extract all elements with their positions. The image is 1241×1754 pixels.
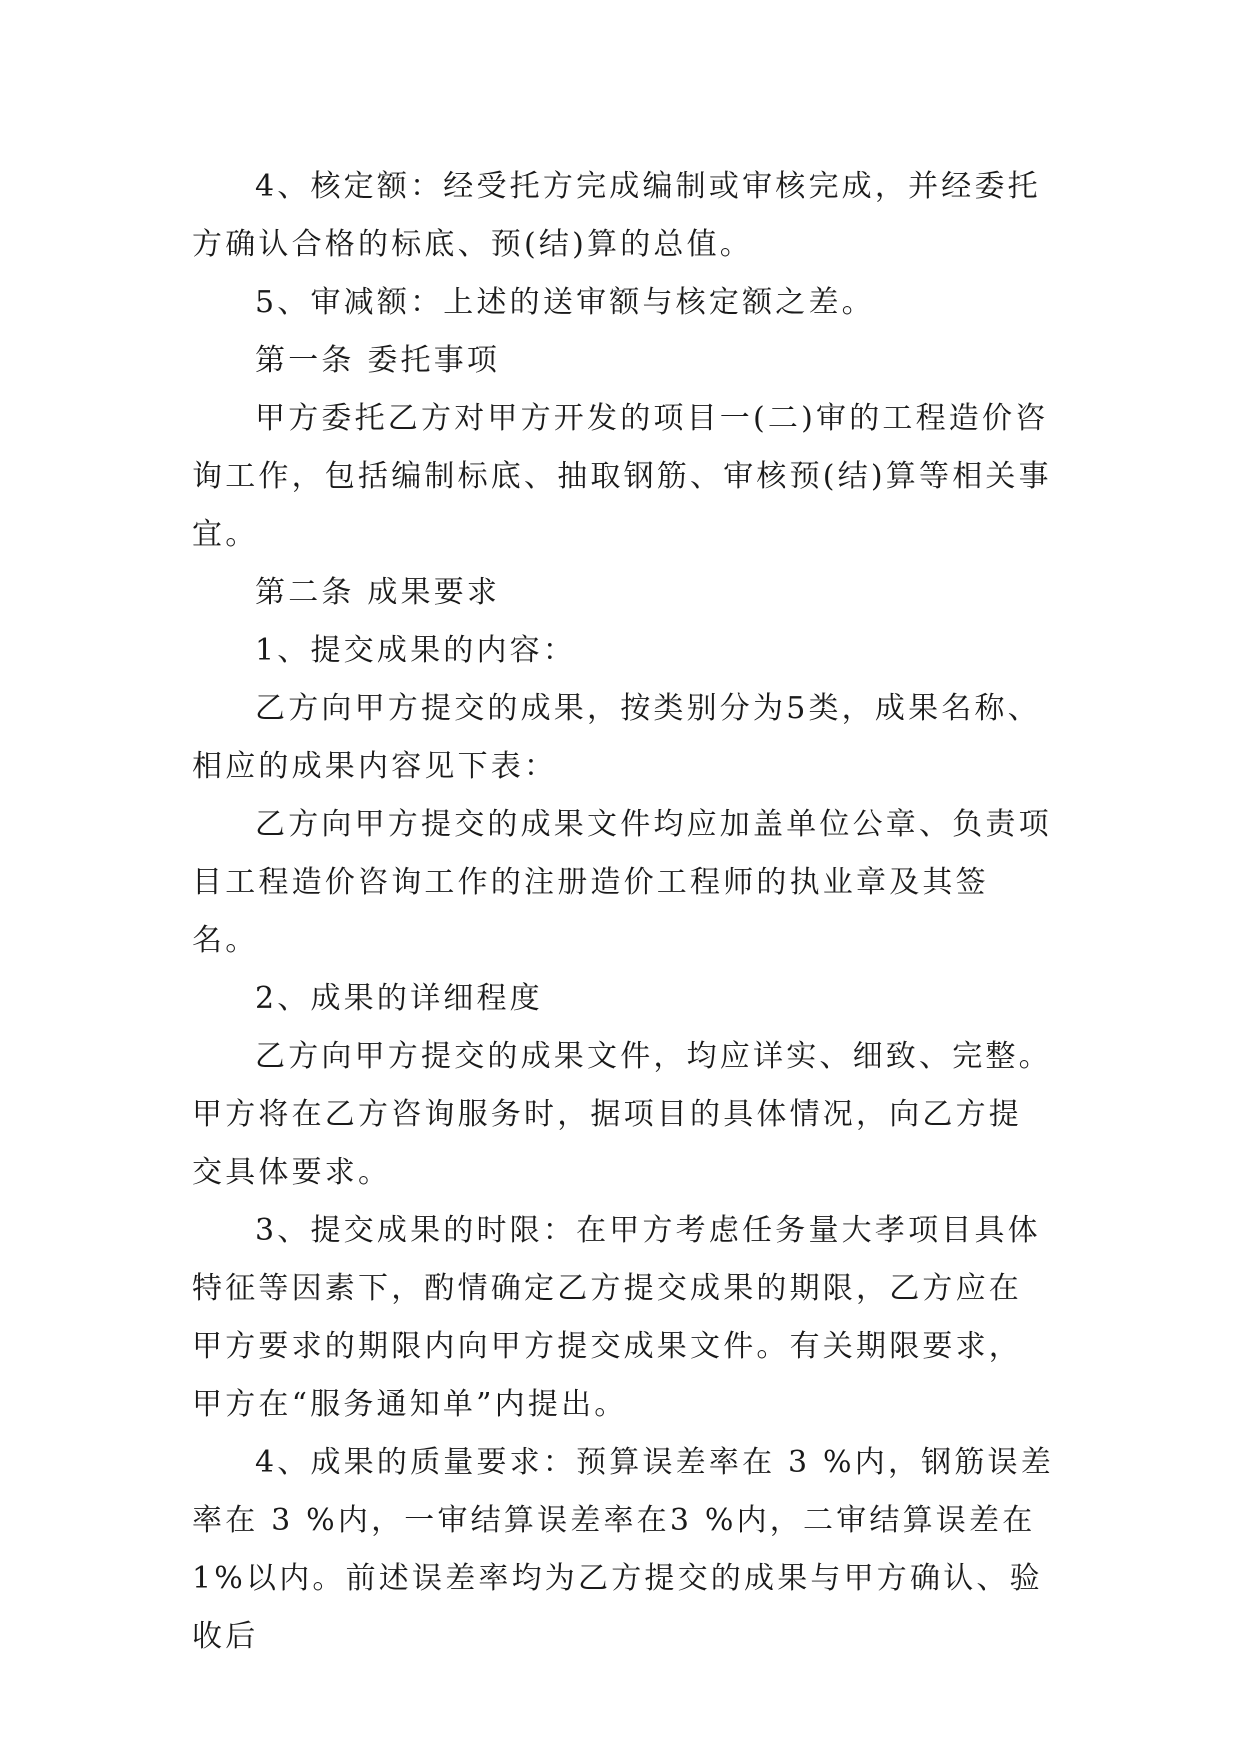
paragraph-time-limit: 3、提交成果的时限：在甲方考虑任务量大孝项目具体特征等因素下，酌情确定乙方提交成果的期限，乙方应在甲方要求的期限内向甲方提交成果文件。有关期限要求，甲方在“服务通知单”内提出。 [192,1213,1041,1422]
paragraph-entrusted-matters: 甲方委托乙方对甲方开发的项目一(二)审的工程造价咨询工作，包括编制标底、抽取钢筋、审核预(结)算等相关事宜。 [192,401,1052,552]
paragraph-reduction-amount: 5、审减额：上述的送审额与核定额之差。 [255,285,875,320]
paragraph-detail-level: 乙方向甲方提交的成果文件，均应详实、细致、完整。甲方将在乙方咨询服务时，据项目的具体情况，向乙方提交具体要求。 [192,1039,1052,1190]
heading-article-two: 第二条 成果要求 [255,575,501,610]
paragraph-detail-level-title: 2、成果的详细程度 [255,981,543,1016]
paragraph-deliverable-categories: 乙方向甲方提交的成果，按类别分为5类，成果名称、相应的成果内容见下表： [192,691,1041,784]
paragraph-deliverable-content-title: 1、提交成果的内容： [255,633,577,668]
paragraph-quality-requirements: 4、成果的质量要求：预算误差率在 3 %内，钢筋误差率在 3 %内，一审结算误差率在3 %内，二审结算误差在1%以内。前述误差率均为乙方提交的成果与甲方确认、验收后 [192,1445,1054,1654]
heading-article-one: 第一条 委托事项 [255,343,501,378]
document-body [192,158,1054,1666]
paragraph-verified-amount: 4、核定额：经受托方完成编制或审核完成，并经委托方确认合格的标底、预(结)算的总值。 [192,169,1041,262]
paragraph-deliverable-seal: 乙方向甲方提交的成果文件均应加盖单位公章、负责项目工程造价咨询工作的注册造价工程师的执业章及其签名。 [192,807,1052,958]
